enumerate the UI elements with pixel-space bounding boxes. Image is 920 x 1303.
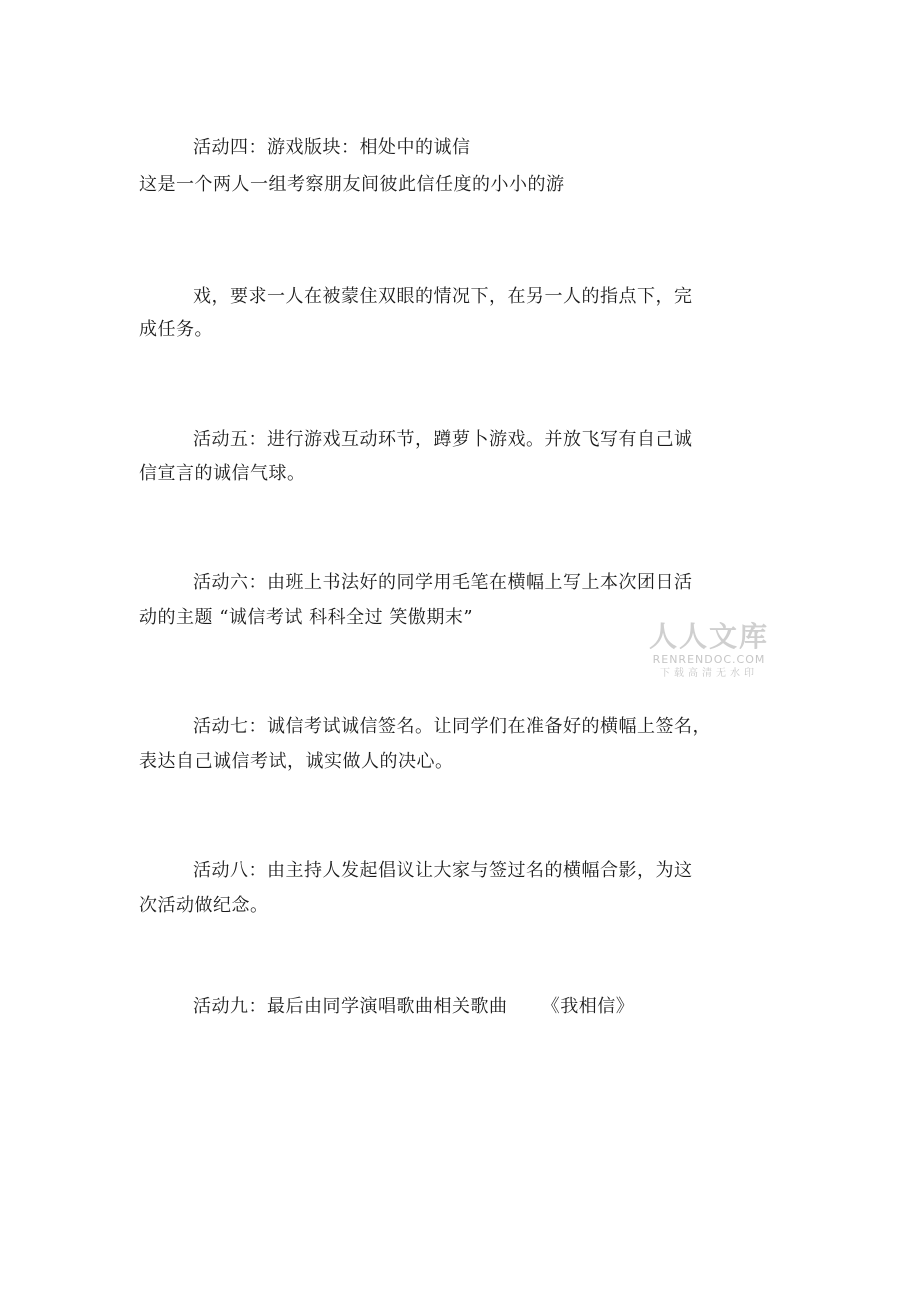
activity-9-text-line-1: 活动九：最后由同学演唱歌曲相关歌曲 《我相信》 — [193, 996, 635, 1017]
watermark-site: RENRENDOC.COM — [652, 653, 766, 666]
watermark-title: 人人文库 — [648, 620, 769, 653]
activity-5-text-line-2: 信宣言的诚信气球。 — [139, 463, 306, 484]
watermark-logo — [646, 621, 772, 681]
activity-6-text-line-2: 动的主题 “诚信考试 科科全过 笑傲期末” — [139, 607, 474, 628]
activity-4-heading: 活动四：游戏版块：相处中的诚信 — [193, 137, 471, 158]
activity-8-text-line-2: 次活动做纪念。 — [139, 895, 269, 916]
activity-8-text-line-1: 活动八：由主持人发起倡议让大家与签过名的横幅合影，为这 — [193, 860, 693, 881]
activity-6-text-line-1: 活动六：由班上书法好的同学用毛笔在横幅上写上本次团日活 — [193, 572, 693, 593]
activity-4-text-line-2: 戏，要求一人在被蒙住双眼的情况下，在另一人的指点下，完 — [193, 286, 693, 307]
activity-4-text-line-3: 成任务。 — [139, 319, 213, 340]
activity-7-text-line-2: 表达自己诚信考试，诚实做人的决心。 — [139, 751, 454, 772]
activity-4-text-line-1: 这是一个两人一组考察朋友间彼此信任度的小小的游 — [139, 174, 565, 195]
activity-5-text-line-1: 活动五：进行游戏互动环节，蹲萝卜游戏。并放飞写有自己诚 — [193, 429, 693, 450]
watermark-tagline: 下载高清无水印 — [660, 668, 758, 679]
activity-7-text-line-1: 活动七：诚信考试诚信签名。让同学们在准备好的横幅上签名， — [193, 716, 711, 737]
